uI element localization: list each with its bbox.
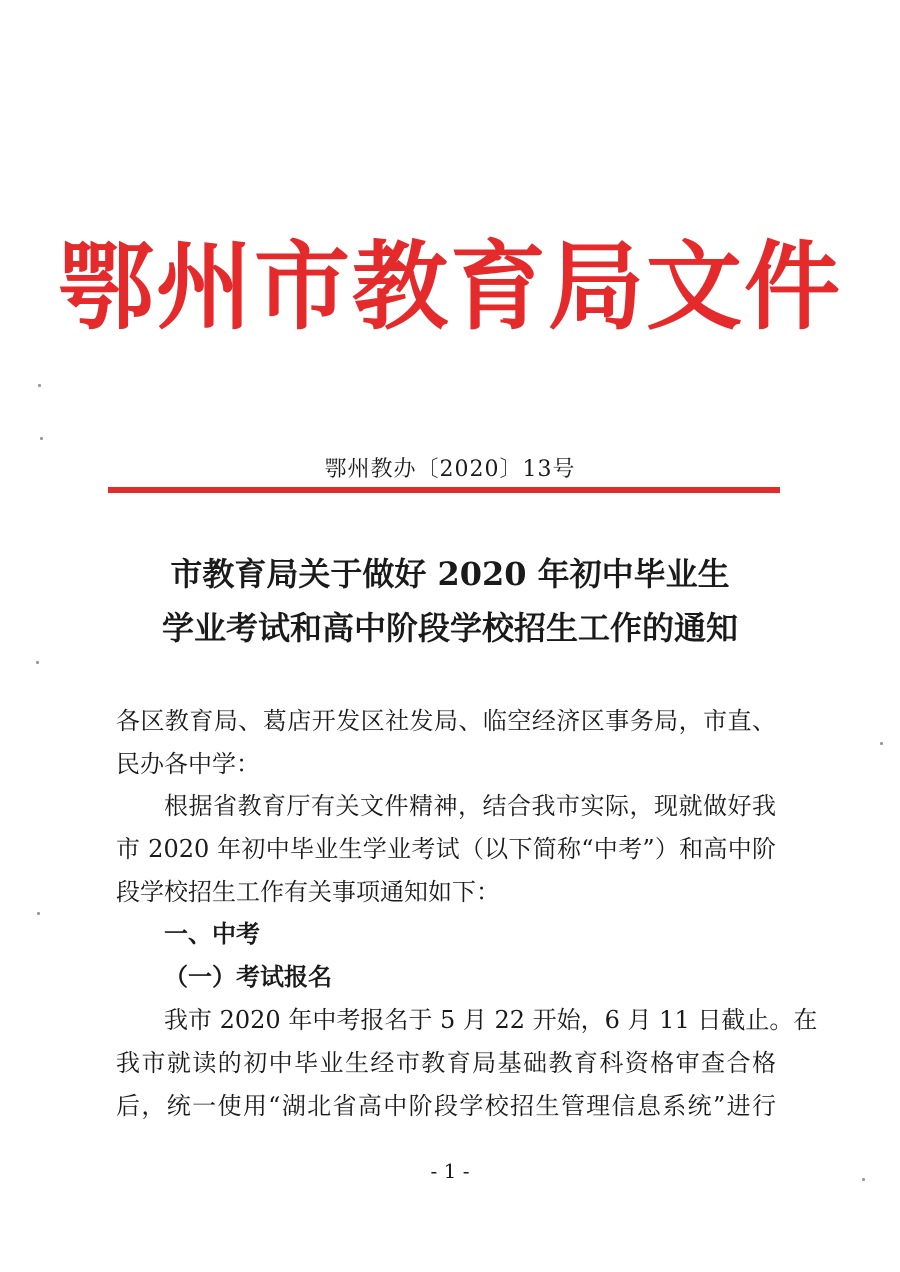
- addressee-line-2: 民办各中学：: [116, 750, 260, 778]
- scan-speck: [37, 912, 40, 915]
- scan-speck: [36, 661, 39, 664]
- notice-title-line-2: 学业考试和高中阶段学校招生工作的通知: [161, 609, 738, 647]
- intro-line-1: 根据省教育厅有关文件精神，结合我市实际，现就做好我: [164, 792, 776, 820]
- masthead-title: 鄂州市教育局文件: [58, 231, 842, 343]
- red-separator-line: [108, 487, 780, 493]
- subsection-heading-registration: （一）考试报名: [164, 963, 332, 991]
- scan-speck: [880, 742, 883, 745]
- paragraph-line-3: 后，统一使用“湖北省高中阶段学校招生管理信息系统”进行: [116, 1092, 776, 1120]
- document-number: 鄂州教办〔2020〕13号: [324, 457, 576, 482]
- intro-line-2: 市 2020 年初中毕业生学业考试（以下简称“中考”）和高中阶: [116, 835, 776, 863]
- scan-speck: [38, 384, 41, 387]
- paragraph-line-1: 我市 2020 年中考报名于 5 月 22 开始，6 月 11 日截止。在: [164, 1006, 818, 1034]
- paragraph-line-2: 我市就读的初中毕业生经市教育局基础教育科资格审查合格: [116, 1049, 776, 1077]
- section-heading-exam: 一、中考: [164, 920, 260, 948]
- scan-speck: [40, 437, 43, 440]
- notice-title-line-1: 市教育局关于做好 2020 年初中毕业生: [170, 555, 730, 593]
- intro-line-3: 段学校招生工作有关事项通知如下：: [116, 878, 500, 906]
- addressee-line-1: 各区教育局、葛店开发区社发局、临空经济区事务局，市直、: [116, 707, 776, 735]
- page-number: - 1 -: [430, 1159, 470, 1183]
